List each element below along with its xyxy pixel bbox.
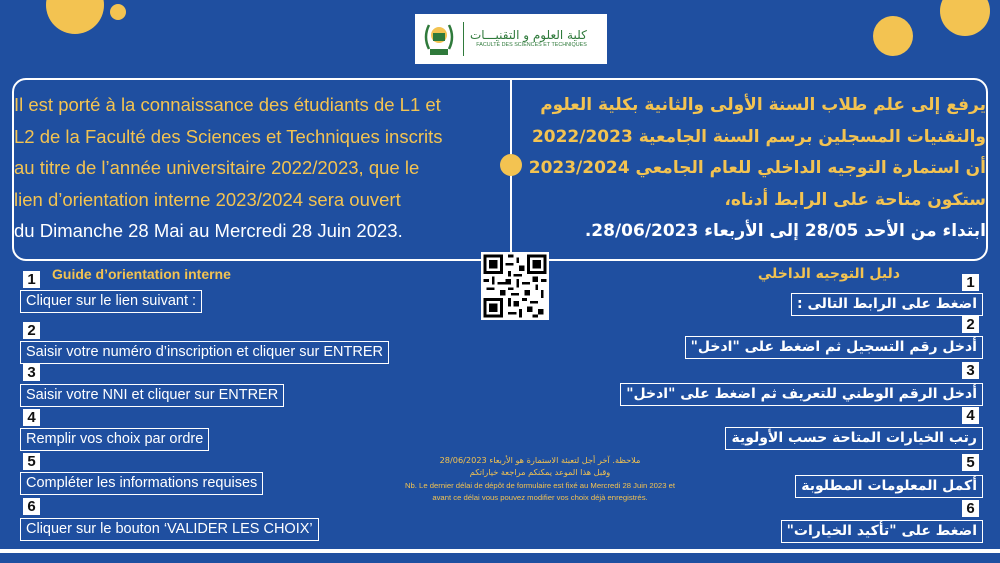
step-number-fr: 6 — [23, 498, 40, 515]
step-number-ar: 1 — [962, 274, 979, 291]
step-fr-2: Saisir votre numéro d’inscription et cliquer sur ENTRER — [20, 341, 389, 364]
announcement-fr-line: Il est porté à la connaissance des étudiants de L1 et — [14, 94, 441, 115]
announcement-ar-line: ستكون متاحة على الرابط أدناه، — [724, 189, 986, 210]
announcement-ar-dates: ابتداء من الأحد 28/05 إلى الأربعاء 28/06/2023. — [584, 221, 986, 241]
step-number-fr: 4 — [23, 409, 40, 426]
note-ar-line: وقبل هذا الموعد يمكنكم مراجعة خياراتكم — [469, 467, 611, 477]
step-number-ar: 3 — [962, 362, 979, 379]
faculty-name-ar: كلية العلوم و التقنيـــات — [470, 28, 587, 43]
logo-text — [470, 29, 587, 48]
step-ar-4: رتب الخيارات المتاحة حسب الأولوية — [725, 427, 983, 450]
step-number-fr: 1 — [23, 271, 40, 288]
step-fr-6: Cliquer sur le bouton ‘VALIDER LES CHOIX’ — [20, 518, 319, 541]
step-ar-6: اضغط على "تأكيد الخيارات" — [781, 520, 983, 543]
faculty-logo — [415, 14, 607, 64]
bottom-divider — [0, 549, 1000, 553]
step-number-ar: 5 — [962, 454, 979, 471]
announcement-fr-line: lien d’orientation interne 2023/2024 sera ouvert — [14, 188, 401, 210]
logo-separator — [463, 22, 464, 56]
announcement-fr — [14, 89, 506, 247]
deadline-note — [356, 454, 724, 504]
announcement-fr-line: au titre de l’année universitaire 2022/2023, que le — [14, 157, 420, 178]
step-number-ar: 6 — [962, 500, 979, 517]
decorative-circle — [46, 0, 104, 34]
announcement-ar-line: والتقنيات المسجلين برسم السنة الجامعية 2022/2023 — [531, 126, 986, 147]
step-number-fr: 5 — [23, 453, 40, 470]
guide-title-ar: دليل التوجيه الداخلي — [757, 266, 900, 282]
step-ar-2: أدخل رقم التسجيل ثم اضغط على "ادخل" — [685, 336, 983, 359]
step-number-ar: 2 — [962, 316, 979, 333]
step-number-fr: 2 — [23, 322, 40, 339]
step-fr-5: Compléter les informations requises — [20, 472, 263, 495]
announcement-fr-line: L2 de la Faculté des Sciences et Techniques inscrits — [14, 125, 443, 147]
step-number-fr: 3 — [23, 364, 40, 381]
decorative-circle — [940, 0, 990, 36]
step-ar-1: اضغط على الرابط التالى : — [791, 293, 983, 316]
announcement-ar-line: يرفع إلى علم طلاب السنة الأولى والثانية بكلية العلوم — [540, 95, 986, 115]
announcement-fr-dates: du Dimanche 28 Mai au Mercredi 28 Juin 2023. — [14, 220, 403, 241]
announcement-ar-line: أن استمارة التوجيه الداخلي للعام الجامعي 2023/2024 — [528, 158, 986, 178]
note-fr-line: Nb. Le dernier délai de dépôt de formulaire est fixé au Mercredi 28 Juin 2023 et — [404, 481, 676, 490]
step-fr-1: Cliquer sur le lien suivant : — [20, 290, 202, 313]
note-fr-line: avant ce délai vous pouvez modifier vos choix déjà enregistrés. — [432, 493, 648, 502]
announcement-ar — [522, 90, 986, 248]
step-ar-5: أكمل المعلومات المطلوبة — [795, 475, 983, 498]
qr-code-icon[interactable] — [481, 252, 549, 320]
faculty-emblem-icon — [421, 19, 457, 59]
faculty-name-fr: FACULTÉ DES SCIENCES ET TECHNIQUES — [476, 41, 587, 48]
step-number-ar: 4 — [962, 407, 979, 424]
guide-title-fr: Guide d’orientation interne — [52, 266, 231, 282]
step-fr-3: Saisir votre NNI et cliquer sur ENTRER — [20, 384, 284, 407]
step-fr-4: Remplir vos choix par ordre — [20, 428, 209, 451]
note-ar-line: ملاحظة. آخر أجل لتعبئة الاستمارة هو الأربعاء 28/06/2023 — [439, 455, 641, 465]
decorative-circle — [110, 4, 126, 20]
step-ar-3: أدخل الرقم الوطني للتعريف ثم اضغط على "ادخل" — [620, 383, 983, 406]
decorative-circle — [873, 16, 913, 56]
